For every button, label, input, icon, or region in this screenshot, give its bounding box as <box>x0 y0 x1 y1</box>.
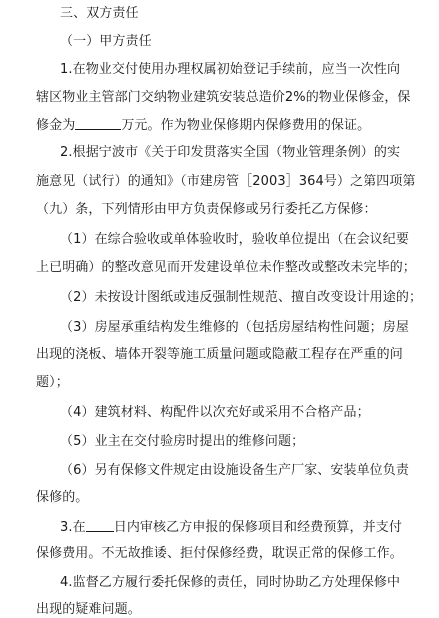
item3-line1 <box>60 519 402 536</box>
item1-line3-before: 修金为 <box>36 118 76 133</box>
item4-line2: 出现的疑难问题。 <box>36 602 141 617</box>
subsection-heading: （一）甲方责任 <box>60 34 152 49</box>
item2-sub1-line1: （1）在综合验收或单体验收时，验收单位提出（在会议纪要 <box>60 232 409 247</box>
item1-line3 <box>36 117 370 134</box>
item2-sub3-line1: （3）房屋承重结构发生维修的（包括房屋结构性问题；房屋 <box>60 320 409 335</box>
item2-sub2: （2）未按设计图纸或违反强制性规范、擅自改变设计用途的； <box>60 290 423 305</box>
section-heading: 三、双方责任 <box>60 6 139 21</box>
item2-line1: 2.根据宁波市《关于印发贯落实全国（物业管理条例）的实 <box>60 145 401 160</box>
item1-line2: 辖区物业主管部门交纳物业建筑安装总造价2%的物业保修金，保 <box>36 90 411 105</box>
item2-sub3-line2: 出现的浇板、墙体开裂等施工质量问题或隐蔽工程存在严重的问 <box>36 347 403 362</box>
item3-line1-after: 日内审核乙方申报的保修项目和经费预算，并支付 <box>113 520 402 535</box>
item2-line2: 施意见（试行）的通知》（市建房管［2003］364号）之第四项第 <box>36 174 416 189</box>
item2-sub1-line2: 上已明确）的整改意见而开发建设单位未作整改或整改未完毕的； <box>36 260 416 275</box>
amount-blank <box>75 117 121 130</box>
item2-sub6-line2: 保修的。 <box>36 490 89 505</box>
item3-line2: 保修费用。不无故推诿、拒付保修经费，耽误正常的保修工作。 <box>36 546 403 561</box>
item3-line1-before: 3.在 <box>60 520 86 535</box>
item2-sub6-line1: （6）另有保修文件规定由设施设备生产厂家、安装单位负责 <box>60 463 409 478</box>
item2-sub3-line3: 题）； <box>36 375 69 390</box>
days-blank <box>86 519 114 532</box>
item1-line3-after: 万元。作为物业保修期内保修费用的保证。 <box>121 118 371 133</box>
item2-sub5: （5）业主在交付验房时提出的维修问题； <box>60 434 305 449</box>
item4-line1: 4.监督乙方履行委托保修的责任，同时协助乙方处理保修中 <box>60 575 401 590</box>
item1-line1: 1.在物业交付使用办理权属初始登记手续前，应当一次性向 <box>60 62 401 77</box>
item2-sub4: （4）建筑材料、构配件以次充好或采用不合格产品； <box>60 405 370 420</box>
item2-line3: （九）条，下列情形由甲方负责保修或另行委托乙方保修： <box>36 202 377 217</box>
